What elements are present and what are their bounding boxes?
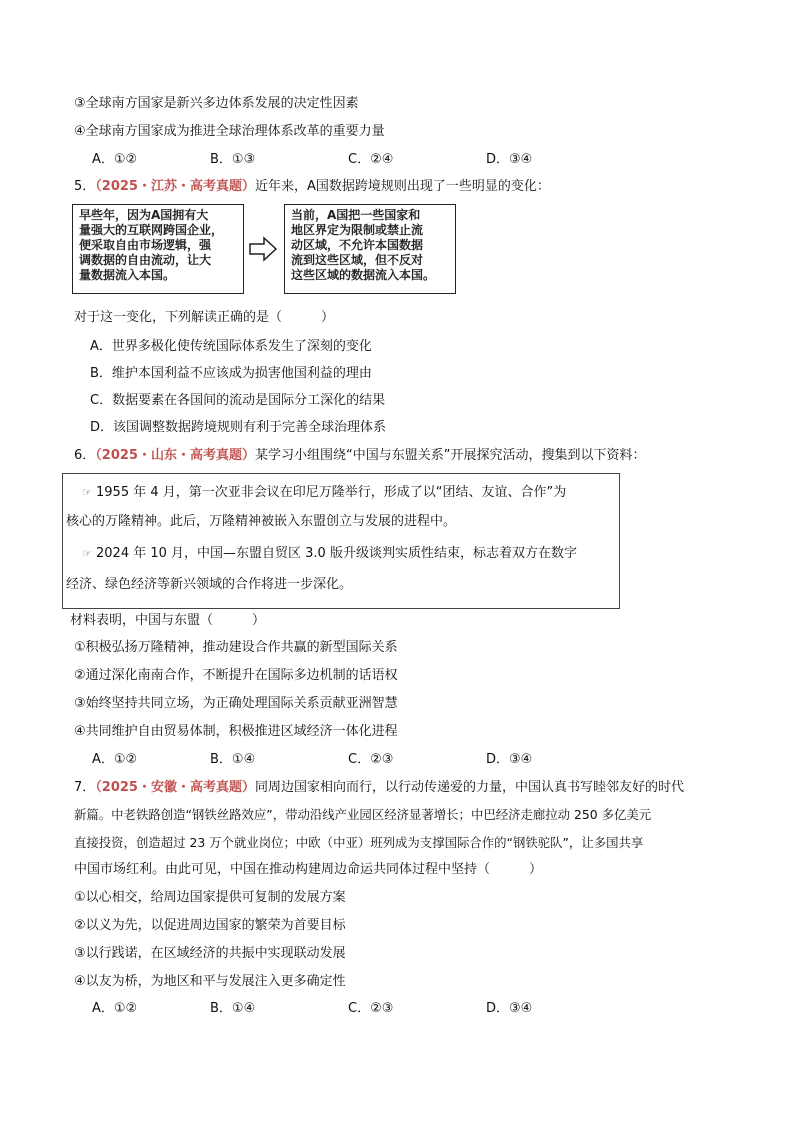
q5-option-d: D．该国调整数据跨境规则有利于完善全球治理体系 (90, 420, 387, 435)
q6-option-c: C．②③ (348, 752, 394, 767)
pointing-hand-icon: ☞ (82, 486, 92, 499)
q6-material-line: 经济、绿色经济等新兴领域的合作将进一步深化。 (66, 577, 353, 592)
q6-material-line: 核心的万隆精神。此后，万隆精神被嵌入东盟创立与发展的进程中。 (66, 514, 457, 529)
q5-number: 5． (74, 179, 96, 194)
q7-option-b: B．①④ (210, 1001, 256, 1016)
q5-box-after-line: 流到这些区域，但不反对 (291, 253, 424, 267)
q6-material-text: 1955 年 4 月，第一次亚非会议在印尼万隆举行，形成了以“团结、友谊、合作”为 (96, 485, 567, 500)
q4-option-b: B．①③ (210, 152, 256, 167)
q6-source: （2025・山东・高考真题） (95, 448, 255, 463)
q6-number: 6． (74, 448, 96, 463)
q5-box-after-line: 当前，A国把一些国家和 (291, 208, 421, 222)
q7-item-3: ③以行践诺，在区域经济的共振中实现联动发展 (74, 946, 346, 961)
q6-question: 材料表明，中国与东盟（ ） (70, 613, 266, 628)
q6-item-3: ③始终坚持共同立场，为正确处理国际关系贡献亚洲智慧 (74, 696, 398, 711)
q7-stem-line: 新篇。中老铁路创造“钢铁丝路效应”，带动沿线产业园区经济显著增长；中巴经济走廊拉动 250 多亿美元 (74, 807, 652, 822)
q7-stem-line: 同周边国家相向而行，以行动传递爱的力量，中国认真书写睦邻友好的时代 (254, 780, 684, 795)
q7-stem-line: 直接投资，创造超过 23 万个就业岗位；中欧（中亚）班列成为支撑国际合作的“钢铁驼队”，让多国共享 (74, 835, 644, 850)
q5-box-before-line: 早些年，因为A国拥有大 (79, 208, 209, 222)
q5-box-before-line: 调数据的自由流动，让大 (79, 253, 212, 267)
q6-item-2: ②通过深化南南合作，不断提升在国际多边机制的话语权 (74, 668, 398, 683)
q6-item-1: ①积极弘扬万隆精神，推动建设合作共赢的新型国际关系 (74, 640, 398, 655)
q5-box-before-line: 量强大的互联网跨国企业， (79, 223, 224, 237)
q6-option-b: B．①④ (210, 752, 256, 767)
q6-material-text: 2024 年 10 月，中国—东盟自贸区 3.0 版升级谈判实质性结束，标志着双方在数字 (96, 546, 577, 561)
q4-item-3: ③全球南方国家是新兴多边体系发展的决定性因素 (74, 96, 359, 111)
q7-option-c: C．②③ (348, 1001, 394, 1016)
q6-option-a: A．①② (92, 752, 138, 767)
q4-option-a: A．①② (92, 152, 138, 167)
q5-box-after-line: 地区界定为限制或禁止流 (291, 223, 424, 237)
q5-option-a: A．世界多极化使传统国际体系发生了深刻的变化 (90, 339, 372, 354)
q4-option-d: D．③④ (486, 152, 533, 167)
q6-option-d: D．③④ (486, 752, 533, 767)
q5-box-after-line: 动区域，不允许本国数据 (291, 238, 424, 252)
q6-stem: 某学习小组围绕“中国与东盟关系”开展探究活动，搜集到以下资料： (254, 448, 646, 463)
q7-stem-line: 中国市场红利。由此可见，中国在推动构建周边命运共同体过程中坚持（ ） (74, 862, 543, 877)
q5-option-b: B．维护本国利益不应该成为损害他国利益的理由 (90, 366, 372, 381)
q6-material-line (82, 545, 577, 563)
q7-option-d: D．③④ (486, 1001, 533, 1016)
q4-option-c: C．②④ (348, 152, 394, 167)
q7-item-4: ④以友为桥，为地区和平与发展注入更多确定性 (74, 974, 346, 989)
q7-number: 7． (74, 780, 96, 795)
q7-source: （2025・安徽・高考真题） (95, 780, 255, 795)
q6-material-line (82, 484, 566, 502)
q5-question: 对于这一变化，下列解读正确的是（ ） (74, 310, 335, 325)
q5-box-before-line: 便采取自由市场逻辑，强 (79, 238, 212, 252)
q5-box-before (72, 204, 244, 294)
q6-item-4: ④共同维护自由贸易体制，积极推进区域经济一体化进程 (74, 724, 398, 739)
q7-item-1: ①以心相交，给周边国家提供可复制的发展方案 (74, 890, 346, 905)
q5-stem: 近年来，A国数据跨境规则出现了一些明显的变化： (254, 179, 550, 194)
q6-header (74, 447, 645, 465)
q5-box-before-line: 量数据流入本国。 (79, 268, 176, 282)
pointing-hand-icon: ☞ (82, 547, 92, 560)
q5-source: （2025・江苏・高考真题） (95, 179, 255, 194)
right-arrow-icon (248, 236, 278, 262)
q7-item-2: ②以义为先，以促进周边国家的繁荣为首要目标 (74, 918, 346, 933)
q5-box-after-line: 这些区域的数据流入本国。 (291, 268, 436, 282)
q7-option-a: A．①② (92, 1001, 138, 1016)
q5-header (74, 178, 550, 196)
q4-item-4: ④全球南方国家成为推进全球治理体系改革的重要力量 (74, 124, 385, 139)
q5-box-after (284, 204, 456, 294)
q5-option-c: C．数据要素在各国间的流动是国际分工深化的结果 (90, 393, 386, 408)
q7-header (74, 779, 684, 797)
